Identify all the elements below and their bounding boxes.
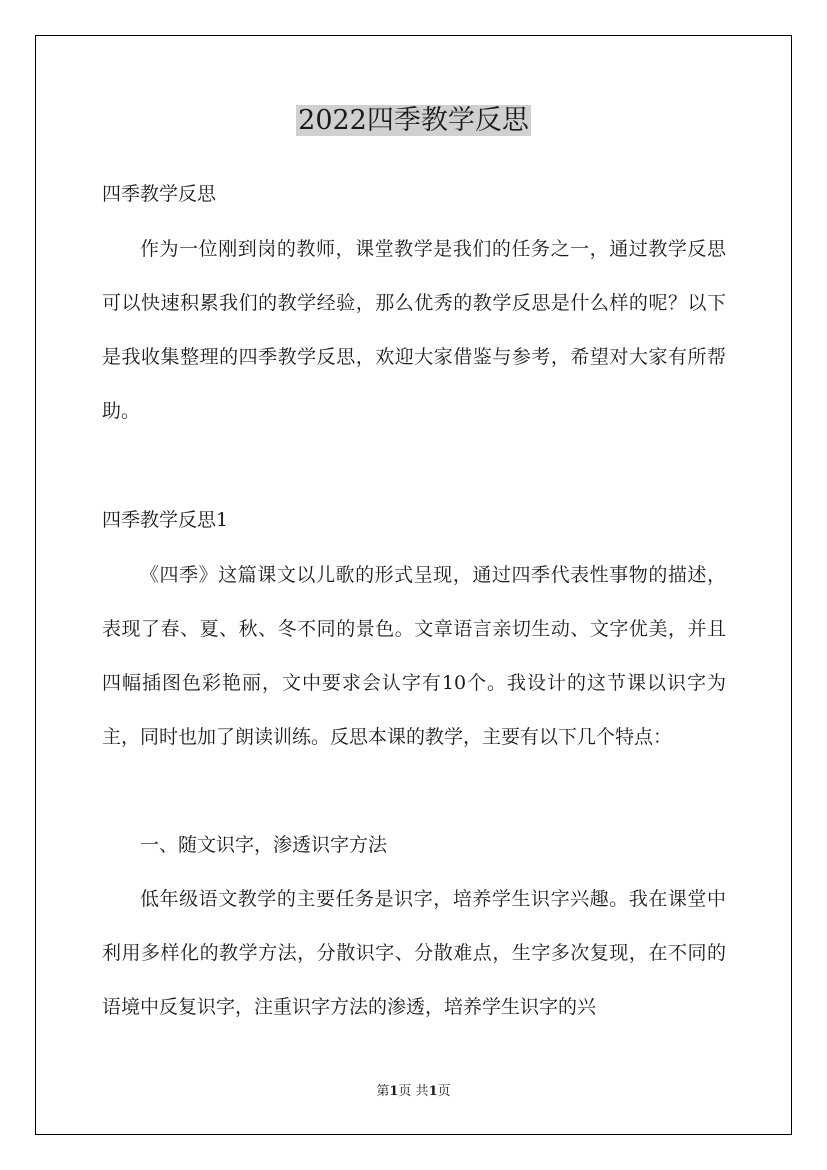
- footer-page-total: 1: [428, 1084, 438, 1099]
- footer-page-number: 1: [389, 1084, 399, 1099]
- section1-paragraph-1: 《四季》这篇课文以儿歌的形式呈现，通过四季代表性事物的描述，表现了春、夏、秋、冬不同的景色。文章语言亲切生动、文字优美，并且四幅插图色彩艳丽，文中要求会认字有10个。我设计的这节课以识字为主，同时也加了朗读训练。反思本课的教学，主要有以下几个特点：: [102, 564, 726, 748]
- intro-paragraph: 作为一位刚到岗的教师，课堂教学是我们的任务之一，通过教学反思可以快速积累我们的教学经验，那么优秀的教学反思是什么样的呢？以下是我收集整理的四季教学反思，欢迎大家借鉴与参考，希望对大家有所帮助。: [102, 238, 726, 422]
- section1-paragraph-2: 低年级语文教学的主要任务是识字，培养学生识字兴趣。我在课堂中利用多样化的教学方法，分散识字、分散难点，生字多次复现，在不同的语境中反复识字，注重识字方法的渗透，培养学生识字的兴: [102, 888, 726, 1018]
- document-subtitle: 四季教学反思: [102, 183, 217, 205]
- footer-suffix: 页: [437, 1084, 451, 1099]
- section-heading-1: 四季教学反思1: [102, 509, 229, 531]
- point-heading-1: 一、随文识字，渗透识字方法: [140, 834, 388, 856]
- footer-middle: 页 共: [398, 1084, 429, 1099]
- footer-prefix: 第: [376, 1084, 390, 1099]
- page-footer: [0, 1084, 827, 1100]
- document-title: [0, 101, 827, 141]
- document-title-text: 2022四季教学反思: [298, 105, 529, 136]
